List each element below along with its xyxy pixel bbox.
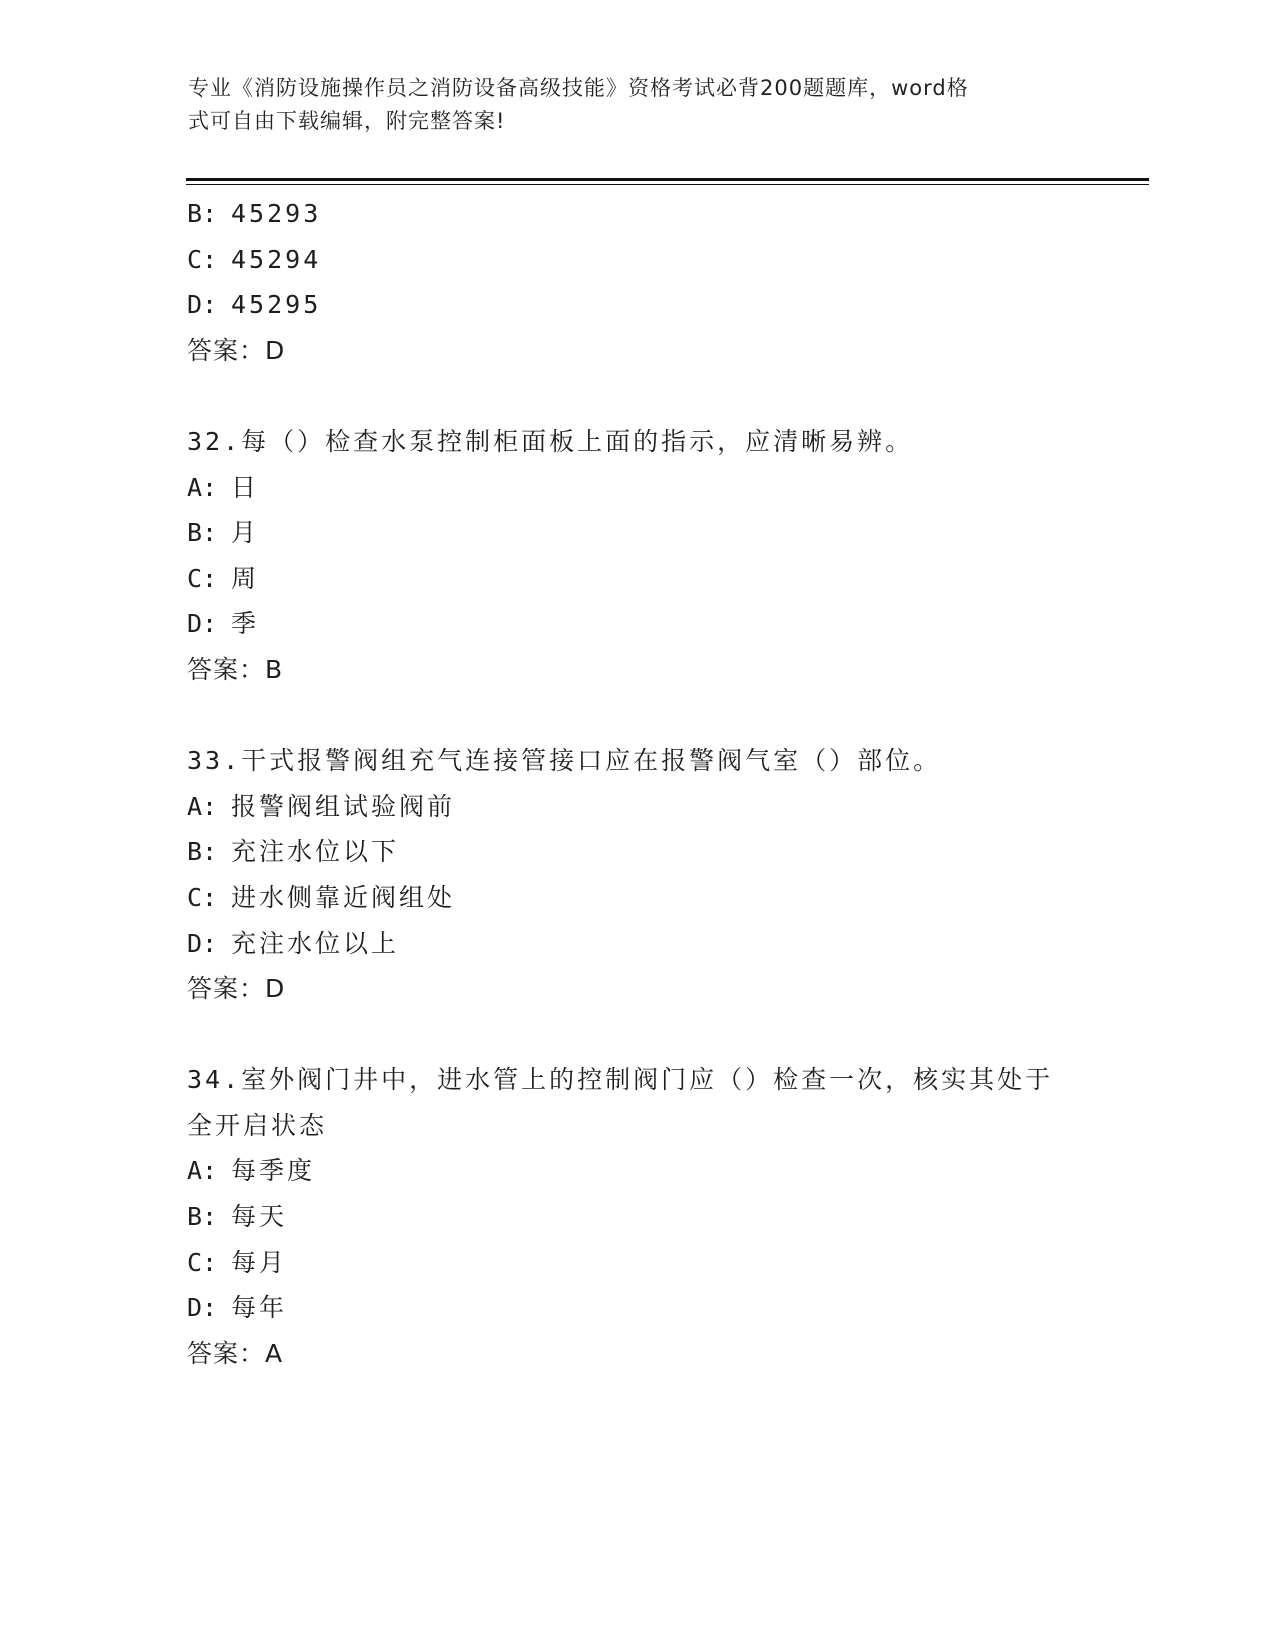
- question-text: 32.每（）检查水泵控制柜面板上面的指示，应清晰易辨。: [187, 426, 914, 456]
- option-a: [187, 784, 1087, 830]
- option-text: 季: [231, 609, 260, 639]
- option-text: 每年: [231, 1293, 288, 1323]
- option-label: C:: [187, 563, 218, 593]
- header-divider-thick: [186, 178, 1149, 181]
- option-label: C:: [187, 882, 218, 912]
- question-33: [187, 738, 1087, 1012]
- option-label: B:: [187, 1202, 218, 1232]
- option-label: D:: [187, 609, 218, 639]
- option-text: 每月: [231, 1247, 288, 1277]
- option-label: A:: [187, 791, 218, 821]
- option-b: [187, 191, 1087, 237]
- option-label: B:: [187, 199, 218, 228]
- answer-line: 答案：D: [187, 335, 286, 365]
- answer-line: 答案：D: [187, 974, 286, 1004]
- option-label: D:: [187, 928, 218, 958]
- header-divider-thin: [186, 184, 1149, 185]
- option-text: 月: [231, 518, 260, 548]
- option-c: [187, 1240, 1087, 1286]
- option-label: B:: [187, 518, 218, 548]
- option-a: [187, 1148, 1087, 1194]
- option-b: [187, 829, 1087, 875]
- question-text-line-1: 34.室外阀门井中，进水管上的控制阀门应（）检查一次，核实其处于: [187, 1065, 1054, 1095]
- question-text-line-2: 全开启状态: [187, 1110, 328, 1140]
- option-text: 每天: [231, 1202, 288, 1232]
- option-text: 日: [231, 472, 260, 502]
- option-d: [187, 1285, 1087, 1331]
- question-text: 33.干式报警阀组充气连接管接口应在报警阀气室（）部位。: [187, 746, 942, 776]
- option-text: 充注水位以上: [231, 928, 400, 958]
- option-text: 45295: [231, 290, 322, 320]
- question-34: [187, 1057, 1087, 1376]
- answer-line: 答案：B: [187, 654, 284, 684]
- option-label: D:: [187, 290, 218, 320]
- header-line-2: 式可自由下载编辑，附完整答案!: [188, 109, 506, 133]
- answer-line: 答案：A: [187, 1338, 284, 1368]
- question-31-tail: [187, 191, 1087, 373]
- option-label: A:: [187, 1156, 218, 1186]
- option-a: [187, 465, 1087, 511]
- option-label: C:: [187, 244, 218, 274]
- option-d: [187, 921, 1087, 967]
- option-label: A:: [187, 472, 218, 502]
- option-text: 45293: [231, 199, 322, 228]
- spacer: [187, 373, 1087, 419]
- option-text: 周: [231, 563, 260, 593]
- option-text: 充注水位以下: [231, 837, 400, 867]
- option-d: [187, 282, 1087, 328]
- option-b: [187, 1194, 1087, 1240]
- question-list: [187, 191, 1087, 1376]
- header-line-1: 专业《消防设施操作员之消防设备高级技能》资格考试必背200题题库，word格: [188, 76, 969, 100]
- spacer: [187, 1012, 1087, 1058]
- option-text: 进水侧靠近阀组处: [231, 882, 456, 912]
- option-text: 每季度: [231, 1156, 316, 1186]
- option-c: [187, 556, 1087, 602]
- option-c: [187, 875, 1087, 921]
- document-header: [188, 72, 1068, 138]
- option-c: [187, 237, 1087, 283]
- spacer: [187, 693, 1087, 739]
- option-label: B:: [187, 837, 218, 867]
- option-d: [187, 601, 1087, 647]
- option-b: [187, 510, 1087, 556]
- option-label: C:: [187, 1247, 218, 1277]
- question-32: [187, 419, 1087, 693]
- option-text: 45294: [231, 244, 322, 274]
- option-label: D:: [187, 1293, 218, 1323]
- option-text: 报警阀组试验阀前: [231, 791, 456, 821]
